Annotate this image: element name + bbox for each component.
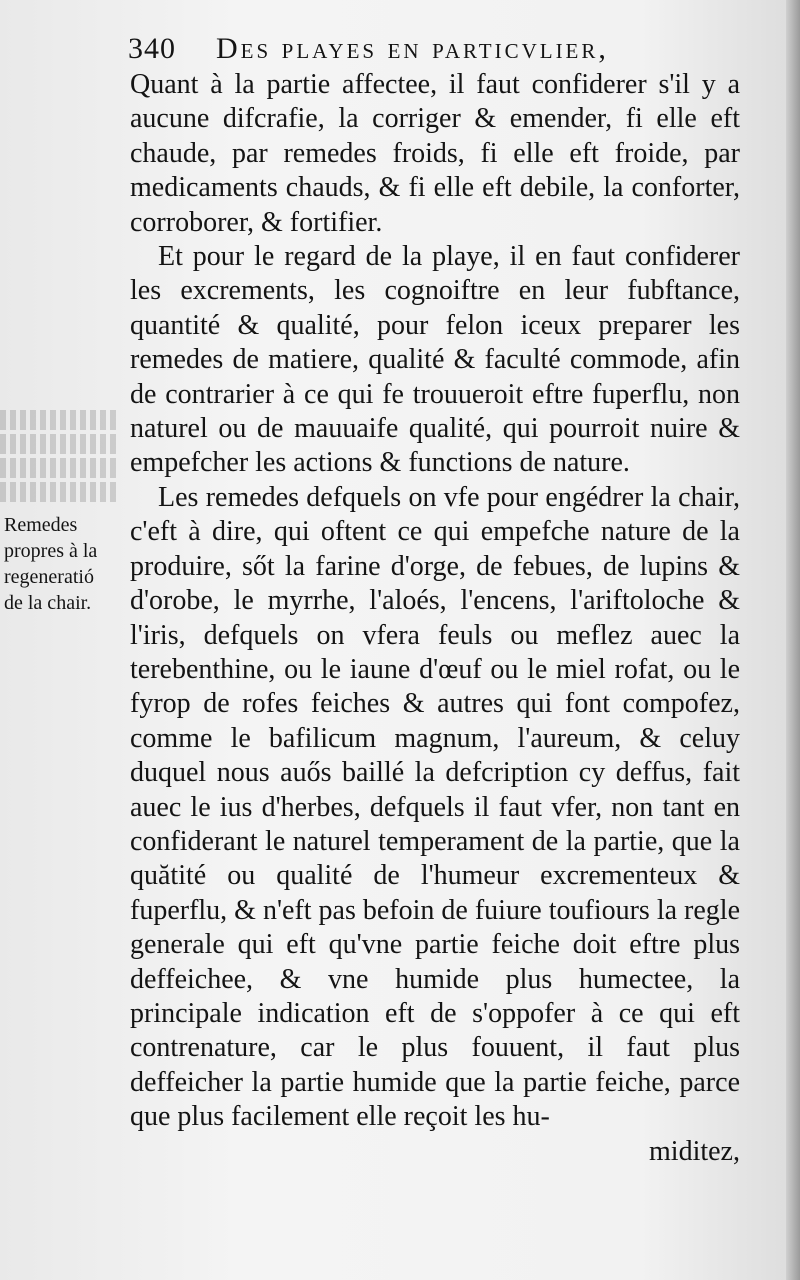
page-edge [786, 0, 800, 1280]
marginal-note-line: Remedes [4, 514, 78, 536]
marginal-note-line: regeneratió [4, 566, 94, 588]
catchword-line: miditez, [649, 1135, 740, 1167]
paragraph: Les remedes defquels on vfe pour engédrer la chair, c'eft à dire, qui oftent ce qui empefche nature de la produire, sőt la farine d'orge, de febues, de lupins & d'orobe, le myrrhe, l'aloés, l'encens, l'ariftoloche & l'iris, defquels on vfera feuls ou meflez auec la terebenthine, ou le iaune d'œuf ou le miel rofat, ou le fyrop de rofes feiches & autres qui font compofez, comme le bafilicum magnum, l'aureum, & celuy duquel nous auős baillé la defcription cy deffus, fait auec le ius d'herbes, defquels il faut vfer, non tant en confiderant le naturel temperament de la partie, que la quătité ou qualité de l'humeur excrementeux & fuperflu, & n'eft pas befoin de fuiure toufiours la regle generale qui eft qu'vne partie feiche doit eftre plus deffeichee, & vne humide plus humectee, la principale indication eft de s'oppofer à ce qui eft contrenature, car le plus fouuent, il faut plus deffeicher la partie humide que la partie feiche, parce que plus facilement elle reçoit les hu- [130, 481, 740, 1133]
paragraph: Et pour le regard de la playe, il en faut confiderer les excrements, les cognoiftre en leur fubftance, quantité & qualité, pour felon iceux preparer les remedes de matiere, qualité & faculté commode, afin de contrarier à ce qui fe trouueroit eftre fuperflu, non naturel ou de mauuaife qualité, qui pourroit nuire & empefcher les actions & functions de nature. [130, 241, 740, 479]
bleed-through [0, 406, 120, 516]
paragraph: Quant à la partie affectee, il faut confiderer s'il y a aucune difcrafie, la corriger & emender, fi elle eft chaude, par remedes froids, fi elle eft froide, par medicaments chauds, & fi elle eft debile, la conforter, corroborer, & fortifier. [130, 69, 740, 238]
page-number: 340 [128, 32, 176, 65]
marginal-note [4, 512, 126, 616]
page-header [128, 24, 708, 68]
running-head: Des playes en particvlier, [216, 32, 609, 65]
marginal-note-line: propres à la [4, 540, 98, 562]
body-text [130, 68, 740, 1169]
marginal-note-line: de la chair. [4, 592, 92, 614]
